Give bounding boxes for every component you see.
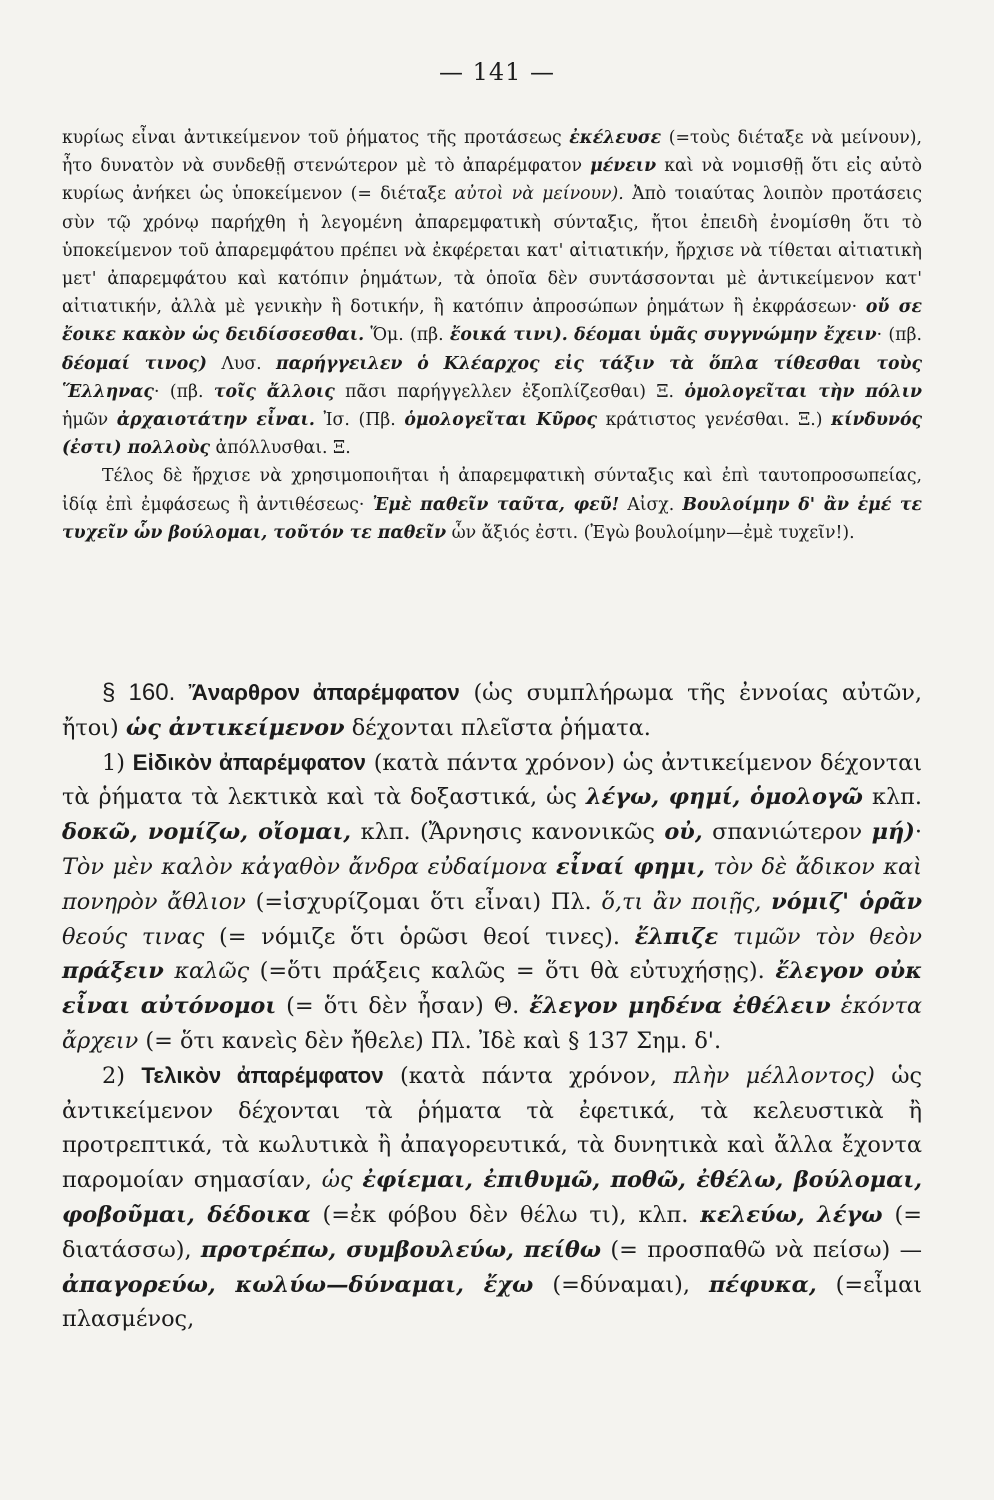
text-run: καὶ νὰ νομισθῇ ὅτι εἰς αὐτὸ κυρίως ἀνήκει ὡς ὑποκείμενον (= διέταξε xyxy=(62,156,923,205)
text-run: οὔ σε ἔοικε κακὸν ὡς δειδίσσεσθαι. xyxy=(62,297,923,346)
text-run: Βουλοίμην δ' ἂν ἐμέ τε τυχεῖν ὧν βούλομαι, τοῦτόν τε παθεῖν xyxy=(62,494,922,543)
text-run xyxy=(164,958,175,984)
text-run: πέφυκα, xyxy=(709,1271,817,1298)
text-run: 1) xyxy=(102,749,133,776)
text-run: (κατὰ πάντα χρόνον) ὡς ἀντικείμενον δέχονται τὰ ῥήματα τὰ λεκτικὰ καὶ τὰ δοξαστικά, ὡς xyxy=(62,749,922,811)
text-run: ἀπόλλυσθαι. Ξ. xyxy=(210,438,351,459)
text-run: δέομαί τινος) xyxy=(62,353,207,374)
text-run: κλπ. (Ἄρνησις κανονικῶς xyxy=(351,819,665,846)
paragraph xyxy=(62,746,922,1059)
text-run: κυρίως εἶναι ἀντικείμενον τοῦ ῥήματος τῆς προτάσεως xyxy=(62,128,570,148)
text-run: λέγω, φημί, ὁμολογῶ xyxy=(585,784,863,811)
text-run: Ἐμὲ παθεῖν ταῦτα, φεῦ! xyxy=(372,494,620,515)
text-run: κίνδυνός (ἐστι) πολλοὺς xyxy=(62,410,922,459)
paragraph xyxy=(62,462,922,547)
paragraph xyxy=(62,124,922,462)
text-run: οὐ, xyxy=(664,819,703,846)
text-run: (= προσπαθῶ νὰ πείσω) — xyxy=(601,1236,923,1263)
text-run: κλπ. xyxy=(863,784,922,811)
text-run: κελεύω, λέγω xyxy=(700,1201,883,1228)
text-run: ὅ,τι ἂν ποιῇς, xyxy=(601,888,762,915)
text-run: Αἰσχ. xyxy=(619,494,683,515)
text-run xyxy=(353,1167,363,1193)
text-run: πράξειν xyxy=(62,958,164,985)
text-run: (= ὅτι δὲν ἦσαν) Θ. xyxy=(276,993,530,1020)
section-160-heading-paragraph xyxy=(62,676,922,746)
text-run: Ἰσ. (Πβ. xyxy=(314,410,405,431)
text-run: δέομαι ὑμᾶς συγγνώμην ἔχειν xyxy=(574,325,877,346)
text-run: (ὡς συμπλήρωμα τῆς ἐννοίας αὐτῶν, ἤτοι) xyxy=(62,680,923,741)
text-run: τιμῶν τὸν θεὸν xyxy=(732,923,923,950)
text-run: (= νόμιζε ὅτι ὁρῶσι θεοί τινες). xyxy=(204,923,635,950)
text-run: μένειν xyxy=(590,156,657,177)
text-run: · (πβ. xyxy=(153,381,214,402)
text-run: δοκῶ, νομίζω, οἴομαι, xyxy=(62,819,352,846)
text-run: · xyxy=(914,819,922,846)
text-run: § 160. xyxy=(102,679,189,706)
text-run: προτρέπω, συμβουλεύω, πείθω xyxy=(200,1236,602,1263)
text-run: ὁμολογεῖται τὴν πόλιν xyxy=(684,381,922,402)
text-run: Λυσ. xyxy=(206,353,277,374)
text-run: (κατὰ πάντα χρόνον, xyxy=(383,1062,674,1089)
text-run: κράτιστος γενέσθαι. Ξ.) xyxy=(596,410,832,431)
text-run: (=δύναμαι), xyxy=(533,1271,710,1298)
text-run: αὐτοὶ νὰ μείνουν). xyxy=(454,184,624,205)
small-text-block xyxy=(62,124,922,547)
text-run: ἔλεγον μηδένα ἐθέλειν xyxy=(529,993,831,1020)
text-run: Ἄναρθρον ἀπαρέμφατον xyxy=(188,680,460,705)
text-run: ὁμολογεῖται Κῦρος xyxy=(404,410,597,431)
text-run: ἐφίεμαι, ἐπιθυμῶ, ποθῶ, ἐθέλω, βούλομαι, φοβοῦμαι, δέδοικα xyxy=(62,1167,922,1228)
text-run: ἀπαγορεύω, κωλύω—δύναμαι, ἔχω xyxy=(62,1271,534,1298)
text-run: (=ὅτι πράξεις καλῶς = ὅτι θὰ εὐτυχήσῃς). xyxy=(249,958,776,985)
text-run: (=τοὺς διέταξε νὰ μείνουν), ἦτο δυνατὸν νὰ συνδεθῇ στενώτερον μὲ τὸ ἀπαρέμφατον xyxy=(62,128,923,177)
text-run xyxy=(761,889,771,915)
text-run: ἔοικά τινι). xyxy=(449,325,568,346)
text-run: · (πβ. xyxy=(876,325,923,346)
text-run: Τὸν μὲν καλὸν κἀγαθὸν ἄνδρα εὐδαίμονα xyxy=(62,853,548,880)
text-run: ἑκόντα ἄρχειν xyxy=(62,993,922,1054)
text-run: δέχονται πλεῖστα ῥήματα. xyxy=(344,714,651,741)
text-run: ἀρχαιοτάτην εἶναι. xyxy=(116,410,315,431)
text-run: Ὅμ. (πβ. xyxy=(364,325,450,346)
text-run: ὧν ἄξιός ἐστι. (Ἐγὼ βουλοίμην—ἐμὲ τυχεῖν!). xyxy=(446,522,855,543)
paragraph xyxy=(62,1059,922,1337)
text-run: νόμιζ' ὁρᾶν xyxy=(771,888,922,915)
text-run: τὸν δὲ ἄδικον καὶ πονηρὸν ἄθλιον xyxy=(62,853,922,915)
text-run: Τέλος δὲ ἤρχισε νὰ χρησιμοποιῆται ἡ ἀπαρεμφατικὴ σύνταξις καὶ ἐπὶ ταυτοπροσωπείας, ἰδίᾳ ἐπὶ ἐμφάσεως ἢ ἀντιθέσεως· xyxy=(62,466,922,515)
page-number: — 141 — xyxy=(438,58,556,86)
text-run: ἡμῶν xyxy=(62,410,117,431)
text-run: (= διατάσσω), xyxy=(62,1201,922,1263)
text-run: θεούς τινας xyxy=(62,923,205,950)
text-run: Εἰδικὸν ἀπαρέμφατον xyxy=(132,749,367,775)
text-run: ὡς ἀντικείμενον xyxy=(125,714,345,741)
text-run: (=ἐκ φόβου δὲν θέλω τι), κλπ. xyxy=(310,1201,701,1228)
text-run xyxy=(718,924,733,950)
text-run xyxy=(831,993,841,1019)
text-run: ἔλεγον οὐκ εἶναι αὐτόνομοι xyxy=(62,958,922,1020)
text-run: εἶναί φημι, xyxy=(556,853,705,880)
text-run: ὡς xyxy=(321,1167,353,1194)
text-run: 2) xyxy=(102,1062,142,1089)
text-run xyxy=(547,854,556,880)
text-run: Ἀπὸ τοιαύτας λοιπὸν προτάσεις σὺν τῷ χρόνῳ παρήχθη ἡ λεγομένη ἀπαρεμφατικὴ σύνταξις, ἤτοι ἐπειδὴ ἐνομίσθη ὅτι τὸ ὑποκείμενον τοῦ ἀπαρεμφάτου πρέπει νὰ ἐκφέρεται κατ' αἰτιατικήν, ἤρχισε νὰ τίθεται αἰτιατικὴ μετ' ἀπαρεμφάτου καὶ κατόπιν ῥημάτων, τὰ ὁποῖα δὲν συντάσσονται μὲ ἀντικείμενον κατ' αἰτιατικήν, ἀλλὰ μὲ γενικὴν ἢ δοτικήν, ἢ κατόπιν ἀπροσώπων ῥημάτων ἢ ἐκφράσεων· xyxy=(62,184,923,318)
text-run: ἐκέλευσε xyxy=(569,128,662,148)
text-run: τοῖς ἄλλοις xyxy=(213,381,335,402)
text-run: ὡς ἀντικείμενον δέχονται τὰ ῥήματα τὰ ἐφετικά, τὰ κελευστικὰ ἢ προτρεπτικά, τὰ κωλυτικὰ ἢ ἀπαγορευτικά, τὰ δυνητικὰ καὶ ἄλλα ἔχοντα παρομοίαν σημασίαν, xyxy=(62,1062,922,1194)
text-run: σπανιώτερον xyxy=(702,819,872,846)
text-run: παρήγγειλεν ὁ Κλέαρχος εἰς τάξιν τὰ ὅπλα τίθεσθαι τοὺς Ἕλληνας xyxy=(62,353,922,402)
text-run: (=εἶμαι πλασμένος, xyxy=(62,1271,923,1333)
text-run: (= ὅτι κανεὶς δὲν ἤθελε) Πλ. Ἰδὲ καὶ § 137 Σημ. δ'. xyxy=(138,1027,722,1054)
text-run: (=ἰσχυρίζομαι ὅτι εἶναι) Πλ. xyxy=(245,888,602,915)
text-run: μή) xyxy=(871,819,915,846)
text-run: Τελικὸν ἀπαρέμφατον xyxy=(141,1062,384,1088)
text-run: καλῶς xyxy=(174,958,250,985)
text-run: ἔλπιζε xyxy=(634,923,719,950)
text-run: πλὴν μέλλοντος) xyxy=(673,1062,875,1089)
large-text-block xyxy=(62,676,922,1337)
text-run: πᾶσι παρήγγελλεν ἐξοπλίζεσθαι) Ξ. xyxy=(334,381,685,402)
